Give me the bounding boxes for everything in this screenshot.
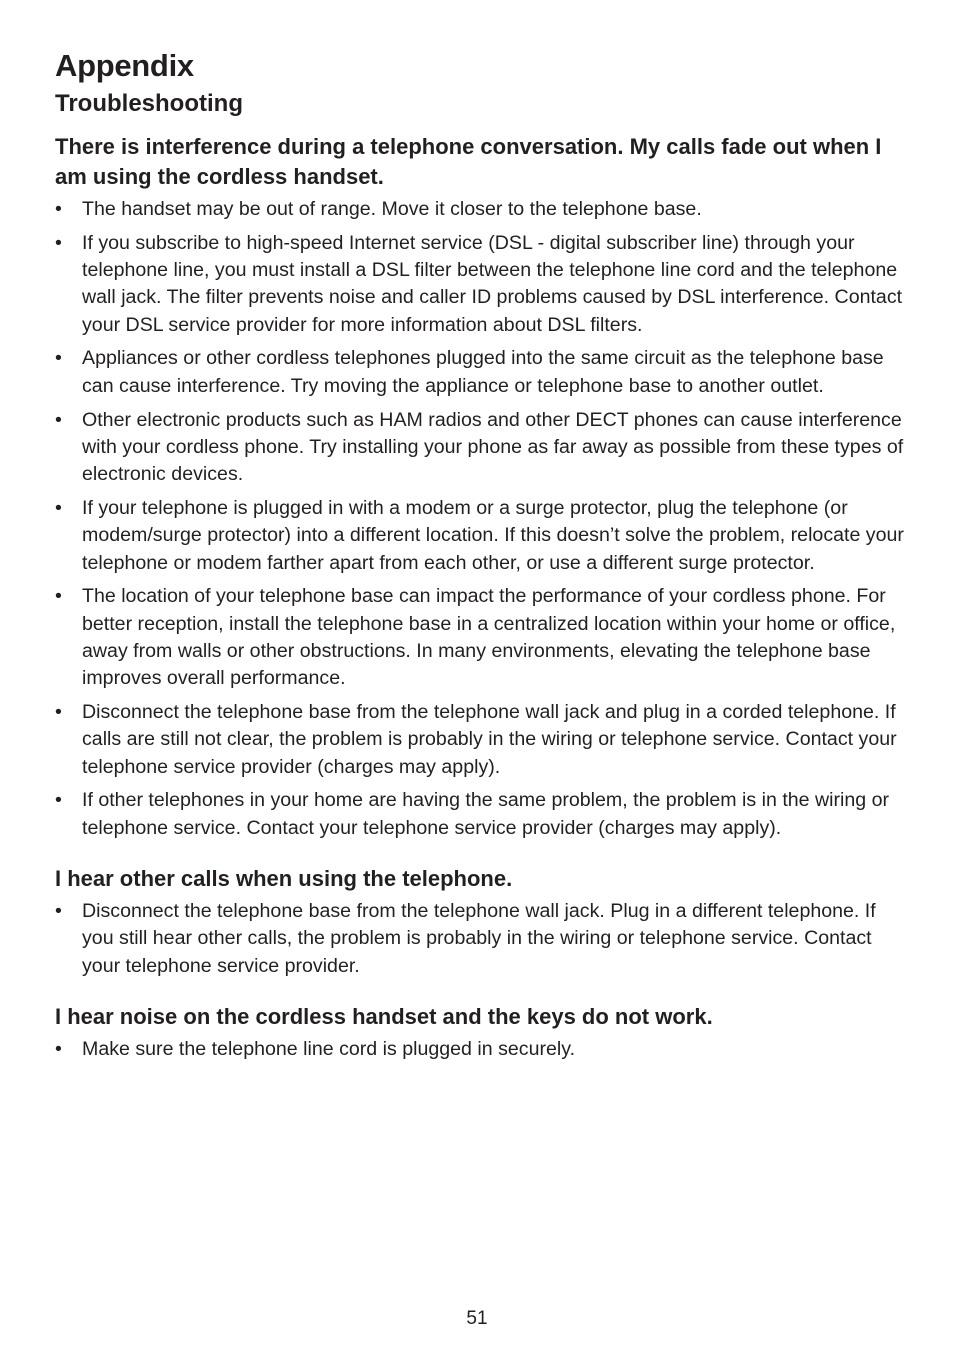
list-item xyxy=(55,196,905,223)
bullet-icon: • xyxy=(55,585,62,608)
page-title: Appendix xyxy=(55,48,194,83)
document-page xyxy=(55,46,905,1070)
list-item-text: Disconnect the telephone base from the telephone wall jack. Plug in a different telephone. If you still hear other calls, the problem is probably in the wiring or telephone service. Contact your telephone service provider. xyxy=(82,900,876,977)
bullet-icon: • xyxy=(55,1037,62,1060)
problem-heading: I hear noise on the cordless handset and the keys do not work. xyxy=(55,1003,713,1029)
bullet-icon: • xyxy=(55,231,62,254)
bullet-icon: • xyxy=(55,347,62,370)
section-title: Troubleshooting xyxy=(55,90,243,117)
bullet-icon: • xyxy=(55,198,62,220)
bullet-icon: • xyxy=(55,789,62,812)
list-item-text: If you subscribe to high-speed Internet service (DSL - digital subscriber line) through your telephone line, you must install a DSL filter between the telephone line cord and the telephone wall jack. The filter prevents noise and caller ID problems caused by DSL interference. Contact your DSL service provider for more information about DSL filters. xyxy=(82,231,903,336)
bullet-icon: • xyxy=(55,496,62,519)
solution-list xyxy=(55,196,905,842)
problem-noise-keys xyxy=(55,1002,905,1063)
list-item xyxy=(55,898,905,980)
solution-list xyxy=(55,898,905,980)
list-item xyxy=(55,495,905,577)
problem-heading: I hear other calls when using the telephone. xyxy=(55,866,513,892)
list-item xyxy=(55,1036,905,1063)
list-item-text: Disconnect the telephone base from the telephone wall jack and plug in a corded telephone. If calls are still not clear, the problem is probably in the wiring or telephone service. Contact your telephone service provider (charges may apply). xyxy=(82,701,897,778)
bullet-icon: • xyxy=(55,900,62,923)
list-item xyxy=(55,230,905,339)
list-item xyxy=(55,787,905,842)
list-item-text: If your telephone is plugged in with a modem or a surge protector, plug the telephone (or modem/surge protector) into a different location. If this doesn’t solve the problem, relocate your telephone or modem farther apart from each other, or use a different surge protector. xyxy=(82,496,904,574)
list-item-text: Other electronic products such as HAM radios and other DECT phones can cause interference with your cordless phone. Try installing your phone as far away as possible from these types of electronic devices. xyxy=(82,408,904,486)
list-item xyxy=(55,583,905,692)
problem-other-calls xyxy=(55,864,905,980)
bullet-icon: • xyxy=(55,408,62,431)
problem-interference xyxy=(55,132,905,842)
solution-list xyxy=(55,1036,905,1063)
list-item xyxy=(55,699,905,781)
list-item xyxy=(55,407,905,489)
list-item-text: Make sure the telephone line cord is plugged in securely. xyxy=(82,1037,576,1060)
list-item xyxy=(55,345,905,400)
page-number: 51 xyxy=(466,1308,488,1329)
problem-heading: There is interference during a telephone conversation. My calls fade out when I am using the cordless handset. xyxy=(55,134,882,189)
list-item-text: The handset may be out of range. Move it closer to the telephone base. xyxy=(82,198,702,220)
bullet-icon: • xyxy=(55,701,62,724)
list-item-text: Appliances or other cordless telephones plugged into the same circuit as the telephone base can cause interference. Try moving the appliance or telephone base to another outlet. xyxy=(82,347,884,397)
list-item-text: If other telephones in your home are having the same problem, the problem is in the wiring or telephone service. Contact your telephone service provider (charges may apply). xyxy=(82,789,890,839)
list-item-text: The location of your telephone base can impact the performance of your cordless phone. For better reception, install the telephone base in a centralized location within your home or office, away from walls or other obstructions. In many environments, elevating the telephone base improves overall performance. xyxy=(82,585,896,690)
